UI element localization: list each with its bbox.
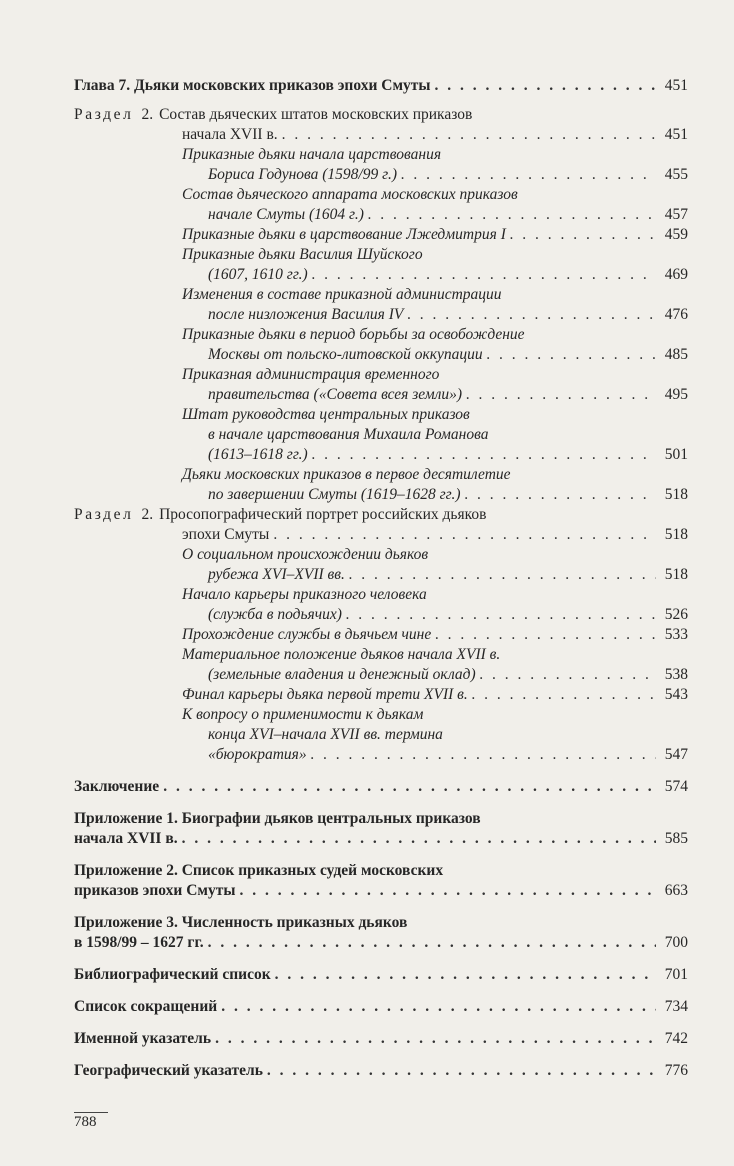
toc-geo-index: Географический указатель . . . 776 — [74, 1061, 688, 1081]
toc-entry-cont: «бюрократия» . . . 547 — [208, 745, 688, 765]
page-number: 451 — [664, 77, 688, 94]
folio-page-number: 788 — [74, 1114, 97, 1130]
section-title-cont: эпохи Смуты — [182, 526, 270, 543]
toc-entry-cont: (служба в подьячих) . . . 526 — [208, 605, 688, 625]
chapter-title: Глава 7. Дьяки московских приказов эпохи Смуты — [74, 77, 431, 94]
page-number: 455 — [664, 166, 688, 183]
toc-entry: Дьяки московских приказов в первое десятилетие — [182, 466, 511, 483]
toc-appendix-1: Приложение 1. Биографии дьяков центральных приказов — [74, 810, 481, 827]
page-number: 457 — [664, 206, 688, 223]
toc-entry-cont: правительства («Совета всея земли») . . . 495 — [208, 385, 688, 405]
section-title-cont: начала XVII в. — [182, 126, 278, 143]
toc-appendix-1-cont: начала XVII в. . . . 585 — [74, 829, 688, 849]
toc-entry-cont: по завершении Смуты (1619–1628 гг.) . . . 518 — [208, 485, 688, 505]
page-number: 585 — [664, 830, 688, 847]
page-number: 518 — [664, 486, 688, 503]
page-number: 776 — [664, 1062, 688, 1079]
page-number: 663 — [664, 882, 688, 899]
toc-entry-cont: рубежа XVI–XVII вв. . . . 518 — [208, 565, 688, 585]
toc-entry: Приказные дьяки начала царствования — [182, 146, 442, 163]
page-number: 734 — [664, 998, 688, 1015]
page-number: 476 — [664, 306, 688, 323]
toc-entry: О социальном происхождении дьяков — [182, 546, 429, 563]
toc-bibliography: Библиографический список . . . 701 — [74, 965, 688, 985]
page-number: 501 — [664, 446, 688, 463]
section-title: Просопографический портрет российских дьяков — [159, 506, 487, 523]
toc-entry-cont: (1607, 1610 гг.) . . . 469 — [208, 265, 688, 285]
section-label: Раздел — [74, 506, 134, 523]
page-number: 742 — [664, 1030, 688, 1047]
toc-entry-cont: конца XVI–начала XVII вв. термина — [208, 726, 443, 743]
page-number: 526 — [664, 606, 688, 623]
toc-chapter-7 — [74, 76, 688, 96]
page-number: 574 — [664, 778, 688, 795]
page-number: 701 — [664, 966, 688, 983]
toc-entry-cont: начале Смуты (1604 г.) . . . 457 — [208, 205, 688, 225]
toc-section-1-line1 — [74, 105, 688, 125]
toc-entry-cont: (1613–1618 гг.) . . . 501 — [208, 445, 688, 465]
page-number: 451 — [664, 126, 688, 143]
page-number: 538 — [664, 666, 688, 683]
section-label: Раздел — [74, 106, 134, 123]
toc-entry: К вопросу о применимости к дьякам — [182, 706, 424, 723]
toc-entry-cont: (земельные владения и денежный оклад) . . . 538 — [208, 665, 688, 685]
section-title: Состав дьяческих штатов московских приказов — [159, 106, 473, 123]
page-number: 543 — [664, 686, 688, 703]
page-number: 518 — [664, 566, 688, 583]
footer-rule — [74, 1112, 108, 1113]
section-number: 2. — [141, 506, 154, 523]
toc-entry: Изменения в составе приказной администрации — [182, 286, 502, 303]
page-number: 700 — [664, 934, 688, 951]
toc-entry: Приказные дьяки в период борьбы за освобождение — [182, 326, 525, 343]
page-number: 469 — [664, 266, 688, 283]
page-number: 518 — [664, 526, 688, 543]
toc-entry: Прохождение службы в дьячьем чине . . . 533 — [182, 625, 688, 645]
toc-appendix-2-cont: приказов эпохи Смуты . . . 663 — [74, 881, 688, 901]
toc-appendix-3: Приложение 3. Численность приказных дьяков — [74, 914, 408, 931]
toc-appendix-2: Приложение 2. Список приказных судей московских — [74, 862, 444, 879]
toc-name-index: Именной указатель . . . 742 — [74, 1029, 688, 1049]
page-number: 547 — [664, 746, 688, 763]
page-number: 495 — [664, 386, 688, 403]
page-number: 485 — [664, 346, 688, 363]
toc-entry: Состав дьяческого аппарата московских приказов — [182, 186, 518, 203]
toc-entry: Начало карьеры приказного человека — [182, 586, 427, 603]
section-number: 2. — [141, 106, 154, 123]
toc-abbreviations: Список сокращений . . . 734 — [74, 997, 688, 1017]
toc-entry: Приказная администрация временного — [182, 366, 440, 383]
toc-entry: Материальное положение дьяков начала XVII в. — [182, 646, 501, 663]
toc-entry-cont: в начале царствования Михаила Романова — [208, 426, 489, 443]
toc-entry-cont: Москвы от польско-литовской оккупации . . . 485 — [208, 345, 688, 365]
toc-entry: Приказные дьяки в царствование Лжедмитрия I . . . 459 — [182, 225, 688, 245]
toc-appendix-3-cont: в 1598/99 – 1627 гг. . . . 700 — [74, 933, 688, 953]
toc-section-1-line2 — [182, 125, 688, 145]
toc-conclusion: Заключение . . . 574 — [74, 777, 688, 797]
page-number: 533 — [664, 626, 688, 643]
toc-section-2-line2 — [182, 525, 688, 545]
page-number: 459 — [664, 226, 688, 243]
toc-entry: Финал карьеры дьяка первой трети XVII в. . . . 543 — [182, 685, 688, 705]
toc-entry-cont: Бориса Годунова (1598/99 г.) . . . 455 — [208, 165, 688, 185]
toc-section-2-line1 — [74, 505, 688, 525]
toc-entry-cont: после низложения Василия IV . . . 476 — [208, 305, 688, 325]
toc-entry: Штат руководства центральных приказов — [182, 406, 470, 423]
toc-entry: Приказные дьяки Василия Шуйского — [182, 246, 423, 263]
